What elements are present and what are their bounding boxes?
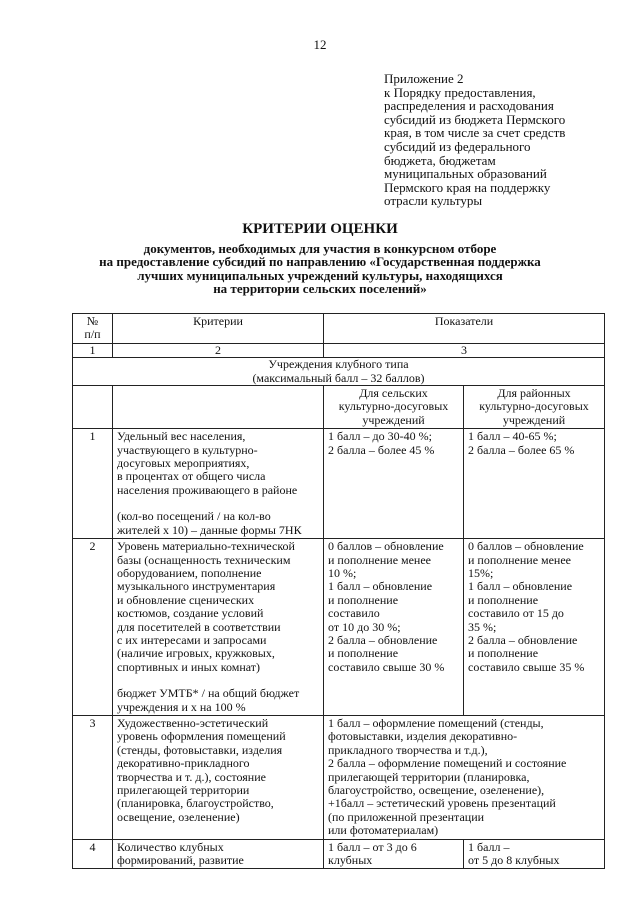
criteria-line: формирований, развитие (117, 853, 244, 868)
score-line: +1балл – эстетический уровень презентаций (328, 796, 556, 811)
score-line: 1 балл – обновление (328, 579, 433, 594)
appendix-line: субсидий из бюджета Пермского (384, 111, 566, 127)
section-line: (максимальный балл – 32 баллов) (252, 370, 425, 385)
document-subtitle (0, 242, 640, 296)
row-number: 4 (73, 839, 113, 869)
appendix-line: Приложение 2 (384, 71, 464, 86)
criteria-line: базы (оснащенность техническим (117, 552, 291, 567)
header-criteria: Критерии (113, 314, 324, 344)
subheader-rural (324, 386, 464, 429)
criteria-line: учреждения и х на 100 % (117, 699, 246, 714)
appendix-line: распределения и расходования (384, 98, 554, 114)
row-district-score (464, 539, 605, 716)
score-line: или фотоматериалам) (328, 823, 439, 838)
table-row (73, 429, 605, 539)
table-index-row (73, 343, 605, 357)
appendix-line: отрасли культуры (384, 193, 483, 209)
criteria-line: костюмов, создание условий (117, 606, 264, 621)
score-line: 2 балла – более 65 % (468, 442, 575, 457)
criteria-line: участвующего в культурно- (117, 442, 258, 457)
score-line: 0 баллов – обновление (468, 539, 584, 554)
criteria-line: оборудованием, пополнение (117, 565, 262, 580)
row-number: 3 (73, 715, 113, 839)
score-line: и пополнение (468, 592, 539, 607)
criteria-line: уровень оформления помещений (117, 729, 286, 744)
index-cell: 3 (324, 343, 605, 357)
criteria-line: Художественно-эстетический (117, 715, 269, 730)
score-line: составило (328, 606, 380, 621)
row-district-score (464, 429, 605, 539)
row-criteria (113, 839, 324, 869)
score-line: 2 балла – обновление (328, 632, 438, 647)
subheader-line: учреждений (362, 412, 425, 427)
score-line: прилегающей территории (планировка, (328, 769, 530, 784)
score-line: составило свыше 35 % (468, 659, 585, 674)
row-criteria (113, 429, 324, 539)
score-line: 1 балл – обновление (468, 579, 573, 594)
score-line: прикладного творчества и т.д.), (328, 742, 488, 757)
appendix-line: бюджета, бюджетам (384, 152, 496, 168)
row-criteria (113, 539, 324, 716)
empty-cell (73, 386, 113, 429)
row-combined-score (324, 715, 605, 839)
score-line: составило свыше 30 % (328, 659, 445, 674)
criteria-line: (наличие игровых, кружковых, (117, 646, 275, 661)
score-line: 2 балла – обновление (468, 632, 578, 647)
criteria-line: (кол-во посещений / на кол-во (117, 509, 271, 524)
appendix-line: к Порядку предоставления, (384, 84, 536, 100)
score-line: и пополнение менее (328, 552, 432, 567)
row-rural-score (324, 429, 464, 539)
index-cell: 1 (73, 343, 113, 357)
section-line: Учреждения клубного типа (268, 357, 409, 372)
criteria-line: и обновление сценических (117, 592, 255, 607)
row-district-score (464, 839, 605, 869)
row-rural-score (324, 839, 464, 869)
subtitle-line: на территории сельских поселений» (213, 281, 427, 297)
score-line: клубных (328, 853, 373, 868)
subheader-line: культурно-досуговых (338, 399, 449, 414)
criteria-line: в процентах от общего числа (117, 469, 266, 484)
score-line: 2 балла – оформление помещений и состояние (328, 756, 567, 771)
criteria-line: Уровень материально-технической (117, 539, 295, 554)
appendix-line: Пермского края на поддержку (384, 179, 551, 195)
subtitle-line: документов, необходимых для участия в конкурсном отборе (143, 241, 497, 256)
table-row (73, 539, 605, 716)
criteria-line: (стенды, фотовыставки, изделия (117, 742, 283, 757)
criteria-line: прилегающей территории (117, 783, 250, 797)
table-row (73, 715, 605, 839)
subheader-line: культурно-досуговых (479, 399, 589, 414)
appendix-line: субсидий из федерального (384, 138, 531, 154)
section-title (73, 358, 605, 386)
empty-cell (113, 386, 324, 429)
subtitle-line: лучших муниципальных учреждений культуры, находящихся (137, 267, 503, 283)
table-row (73, 839, 605, 869)
score-line: 1 балл – от 3 до 6 (328, 839, 417, 854)
criteria-line: населения проживающего в районе (117, 482, 298, 497)
header-number-line2: п/п (84, 327, 101, 342)
header-indicators: Показатели (324, 314, 605, 344)
score-line: благоустройство, освещение, озеленение), (328, 783, 545, 797)
criteria-line: досуговых мероприятиях, (117, 456, 250, 471)
score-line: от 10 до 30 %; (328, 619, 401, 634)
criteria-line: жителей х 10) – данные формы 7НК (117, 522, 302, 537)
criteria-line: освещение, озеленение) (117, 809, 240, 824)
row-number: 2 (73, 539, 113, 716)
score-line: 1 балл – (468, 839, 510, 854)
subheader-line: учреждений (502, 412, 566, 427)
subheader-district (464, 386, 605, 429)
criteria-line: Количество клубных (117, 839, 224, 854)
score-line: составило от 15 до (468, 606, 564, 621)
score-line: 10 %; (328, 565, 357, 580)
score-line: 1 балл – до 30-40 %; (328, 429, 432, 444)
subheader-line: Для районных (497, 386, 571, 401)
score-line: (по приложенной презентации (328, 809, 485, 824)
criteria-table (72, 313, 605, 869)
criteria-line: Удельный вес населения, (117, 429, 246, 444)
criteria-line: музыкального инструментария (117, 579, 276, 594)
header-number-line1: № (86, 314, 99, 328)
score-line: 15%; (468, 565, 494, 580)
subheader-line: Для сельских (359, 386, 428, 401)
subheader-row (73, 386, 605, 429)
criteria-line: для посетителей в соответствии (117, 619, 281, 634)
score-line: и пополнение (468, 646, 539, 661)
score-line: 1 балл – оформление помещений (стенды, (328, 715, 544, 730)
score-line: фотовыставки, изделия декоративно- (328, 729, 518, 744)
score-line: и пополнение (328, 592, 399, 607)
section-row (73, 358, 605, 386)
appendix-line: муниципальных образований (384, 166, 547, 182)
score-line: от 5 до 8 клубных (468, 853, 560, 868)
appendix-line: края, в том числе за счет средств (384, 125, 566, 141)
row-criteria (113, 715, 324, 839)
index-cell: 2 (113, 343, 324, 357)
score-line: и пополнение (328, 646, 399, 661)
criteria-line: бюджет УМТБ* / на общий бюджет (117, 686, 300, 701)
score-line: 1 балл – 40-65 %; (468, 429, 557, 444)
criteria-line: декоративно-прикладного (117, 756, 250, 771)
table-header-row (73, 314, 605, 344)
criteria-line: (планировка, благоустройство, (117, 796, 274, 811)
row-number: 1 (73, 429, 113, 539)
subtitle-line: на предоставление субсидий по направлению «Государственная поддержка (99, 254, 541, 270)
header-number (73, 314, 113, 344)
criteria-line: с их интересами и запросами (117, 632, 267, 647)
row-rural-score (324, 539, 464, 716)
appendix-caption (384, 72, 604, 208)
score-line: 2 балла – более 45 % (328, 442, 435, 457)
document-title: КРИТЕРИИ ОЦЕНКИ (242, 221, 398, 237)
criteria-line: творчества и т. д.), состояние (117, 769, 266, 784)
score-line: и пополнение менее (468, 552, 572, 567)
score-line: 35 %; (468, 619, 497, 634)
page-number: 12 (313, 37, 327, 52)
criteria-line: спортивных и иных комнат) (117, 659, 260, 674)
score-line: 0 баллов – обновление (328, 539, 444, 554)
